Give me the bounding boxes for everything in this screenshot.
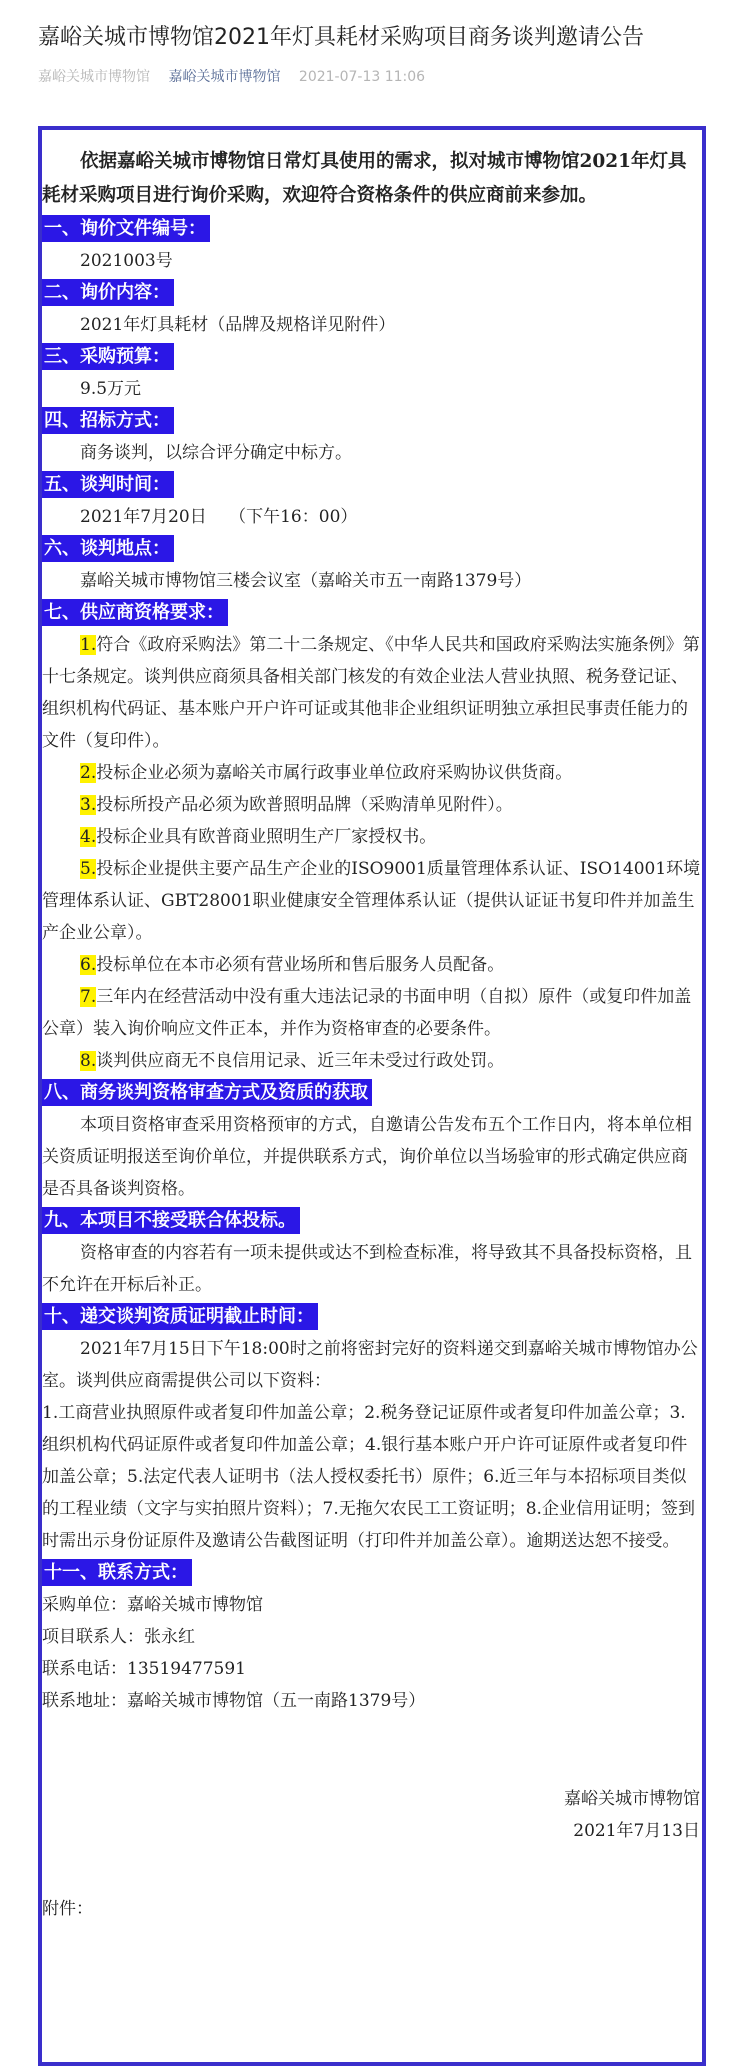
requirement-number: 5. xyxy=(80,859,97,879)
spacer xyxy=(42,1717,702,1783)
section-3-body: 9.5万元 xyxy=(80,379,142,399)
article-title: 嘉峪关城市博物馆2021年灯具耗材采购项目商务谈判邀请公告 xyxy=(38,25,644,50)
section-6-heading: 六、谈判地点： xyxy=(42,535,174,562)
required-documents: 1.工商营业执照原件或者复印件加盖公章；2.税务登记证原件或者复印件加盖公章；3.组织机构代码证原件或者复印件加盖公章；4.银行基本账户开户许可证原件或者复印件加盖公章；5.法定代表人证明书（法人授权委托书）原件；6.近三年与本招标项目类似的工程业绩（文字与实拍照片资料）；7.无拖欠农民工工资证明；8.企业信用证明；签到时需出示身份证原件及邀请公告截图证明（打印件并加盖公章）。逾期送达恕不接受。 xyxy=(42,1403,695,1551)
requirement-number: 4. xyxy=(80,827,97,847)
requirement-number: 3. xyxy=(80,795,97,815)
spacer xyxy=(42,1847,702,1893)
requirement-number: 2. xyxy=(80,763,97,783)
section-8-body: 本项目资格审查采用资格预审的方式，自邀请公告发布五个工作日内，将本单位相关资质证明报送至询价单位，并提供联系方式，询价单位以当场验审的形式确定供应商是否具备谈判资格。 xyxy=(42,1115,692,1199)
section-6-body: 嘉峪关城市博物馆三楼会议室（嘉峪关市五一南路1379号） xyxy=(80,571,532,591)
section-4-heading: 四、招标方式： xyxy=(42,407,174,434)
article-source: 嘉峪关城市博物馆 xyxy=(38,69,150,85)
section-4-body: 商务谈判，以综合评分确定中标方。 xyxy=(80,443,352,463)
requirement-item xyxy=(42,789,702,821)
requirement-item xyxy=(42,981,702,1045)
signature-org: 嘉峪关城市博物馆 xyxy=(564,1789,700,1809)
requirement-item xyxy=(42,757,702,789)
section-10-body: 2021年7月15日下午18:00时之前将密封完好的资料递交到嘉峪关城市博物馆办公室。谈判供应商需提供公司以下资料： xyxy=(42,1339,698,1391)
section-5-heading: 五、谈判时间： xyxy=(42,471,174,498)
account-link[interactable]: 嘉峪关城市博物馆 xyxy=(168,69,281,85)
requirement-item xyxy=(42,1045,702,1077)
requirement-item xyxy=(42,853,702,949)
requirement-item xyxy=(42,821,702,853)
section-5-body: 2021年7月20日 （下午16：00） xyxy=(80,507,358,527)
attachment-label: 附件： xyxy=(42,1899,93,1919)
requirement-item xyxy=(42,949,702,981)
requirement-text: 投标企业提供主要产品生产企业的ISO9001质量管理体系认证、ISO14001环境管理体系认证、GBT28001职业健康安全管理体系认证（提供认证证书复印件并加盖生产企业公章）。 xyxy=(42,859,701,943)
requirement-number: 6. xyxy=(80,955,97,975)
intro-paragraph: 依据嘉峪关城市博物馆日常灯具使用的需求，拟对城市博物馆2021年灯具耗材采购项目进行询价采购，欢迎符合资格条件的供应商前来参加。 xyxy=(42,151,687,206)
section-10-heading: 十、递交谈判资质证明截止时间： xyxy=(42,1303,318,1330)
section-8-heading: 八、商务谈判资格审查方式及资质的获取 xyxy=(42,1079,372,1106)
contact-unit: 采购单位：嘉峪关城市博物馆 xyxy=(42,1595,263,1615)
requirement-text: 投标企业必须为嘉峪关市属行政事业单位政府采购协议供货商。 xyxy=(96,763,573,783)
requirement-text: 投标所投产品必须为欧普照明品牌（采购清单见附件）。 xyxy=(96,795,513,815)
requirement-text: 投标单位在本市必须有营业场所和售后服务人员配备。 xyxy=(96,955,505,975)
section-7-heading: 七、供应商资格要求： xyxy=(42,599,228,626)
requirement-text: 投标企业具有欧普商业照明生产厂家授权书。 xyxy=(96,827,437,847)
section-2-heading: 二、询价内容： xyxy=(42,279,174,306)
notice-body xyxy=(42,145,702,1925)
article-meta xyxy=(38,66,439,86)
section-1-heading: 一、询价文件编号： xyxy=(42,215,210,242)
requirement-text: 谈判供应商无不良信用记录、近三年未受过行政处罚。 xyxy=(96,1051,505,1071)
requirement-number: 1. xyxy=(80,635,97,655)
publish-date: 2021-07-13 11:06 xyxy=(298,69,426,85)
section-3-heading: 三、采购预算： xyxy=(42,343,174,370)
contact-phone: 联系电话：13519477591 xyxy=(42,1659,246,1679)
requirement-number: 8. xyxy=(80,1051,97,1071)
section-11-heading: 十一、联系方式： xyxy=(42,1559,192,1586)
requirement-text: 符合《政府采购法》第二十二条规定、《中华人民共和国政府采购法实施条例》第十七条规定。谈判供应商须具备相关部门核发的有效企业法人营业执照、税务登记证、组织机构代码证、基本账户开户许可证或其他非企业组织证明独立承担民事责任能力的文件（复印件）。 xyxy=(42,635,700,751)
requirement-item xyxy=(42,629,702,757)
section-2-body: 2021年灯具耗材（品牌及规格详见附件） xyxy=(80,315,396,335)
section-1-body: 2021003号 xyxy=(80,251,173,271)
requirement-text: 三年内在经营活动中没有重大违法记录的书面申明（自拟）原件（或复印件加盖公章）装入询价响应文件正本，并作为资格审查的必要条件。 xyxy=(42,987,692,1039)
contact-person: 项目联系人：张永红 xyxy=(42,1627,195,1647)
section-9-heading: 九、本项目不接受联合体投标。 xyxy=(42,1207,300,1234)
signature-date: 2021年7月13日 xyxy=(573,1821,700,1841)
section-9-body: 资格审查的内容若有一项未提供或达不到检查标准，将导致其不具备投标资格，且不允许在开标后补正。 xyxy=(42,1243,692,1295)
requirement-number: 7. xyxy=(80,987,97,1007)
contact-address: 联系地址：嘉峪关城市博物馆（五一南路1379号） xyxy=(42,1691,426,1711)
